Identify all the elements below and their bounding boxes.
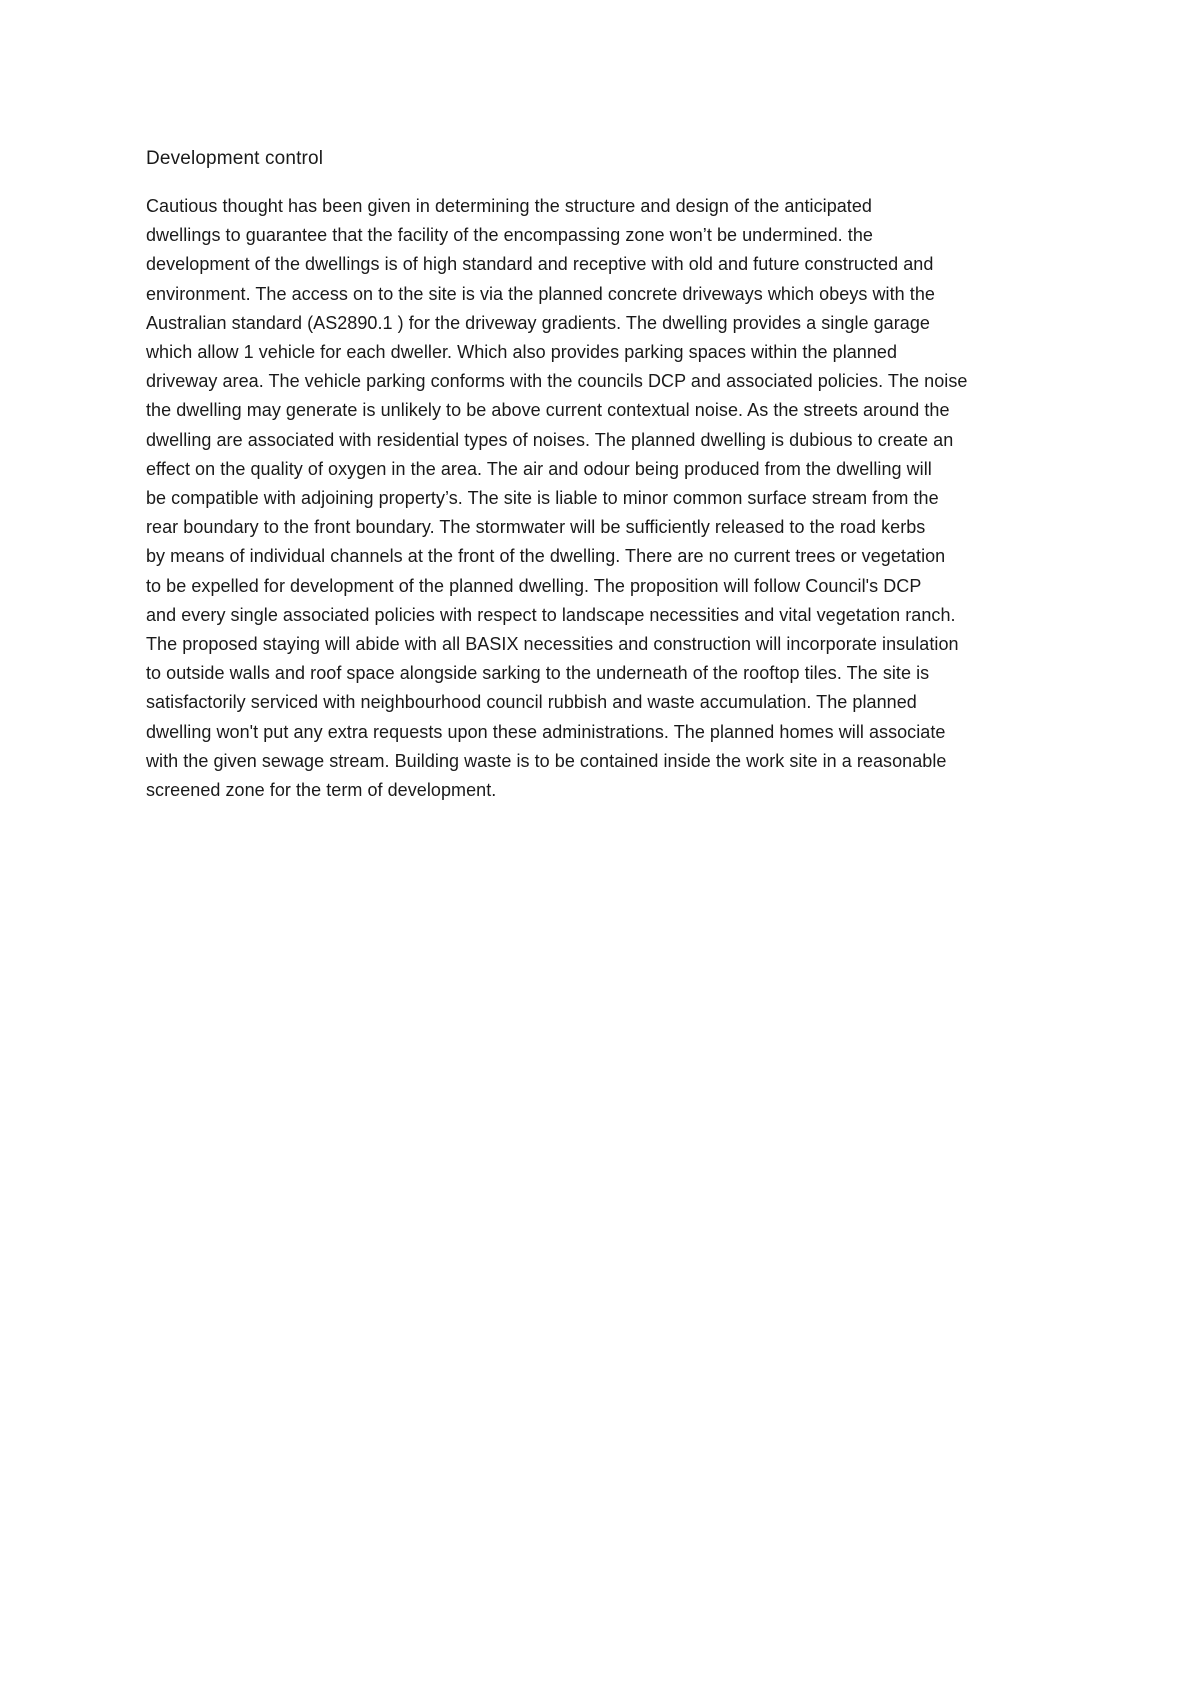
paragraph-line: and every single associated policies with respect to landscape necessities and vital vegetation ranch. <box>146 604 956 625</box>
paragraph-line: dwelling are associated with residential types of noises. The planned dwelling is dubious to create an <box>146 429 954 450</box>
paragraph-line: with the given sewage stream. Building waste is to be contained inside the work site in a reasonable <box>146 750 947 771</box>
paragraph-line: effect on the quality of oxygen in the area. The air and odour being produced from the dwelling will <box>146 458 932 479</box>
paragraph-line: satisfactorily serviced with neighbourhood council rubbish and waste accumulation. The planned <box>146 692 917 713</box>
paragraph-line: environment. The access on to the site is via the planned concrete driveways which obeys with the <box>146 283 935 304</box>
paragraph-line: to be expelled for development of the planned dwelling. The proposition will follow Council's DCP <box>146 575 922 596</box>
paragraph-line: rear boundary to the front boundary. The stormwater will be sufficiently released to the road kerbs <box>146 517 926 538</box>
paragraph-line: dwelling won't put any extra requests upon these administrations. The planned homes will associate <box>146 721 946 742</box>
paragraph-line: screened zone for the term of development. <box>146 780 497 801</box>
paragraph-line: driveway area. The vehicle parking conforms with the councils DCP and associated policies. The noise <box>146 371 968 392</box>
paragraph-line: be compatible with adjoining property’s. The site is liable to minor common surface stream from the <box>146 488 939 509</box>
paragraph-line: development of the dwellings is of high standard and receptive with old and future constructed and <box>146 254 934 275</box>
paragraph-line: the dwelling may generate is unlikely to be above current contextual noise. As the streets around the <box>146 400 950 421</box>
paragraph-line: which allow 1 vehicle for each dweller. Which also provides parking spaces within the planned <box>146 342 898 363</box>
paragraph-line: to outside walls and roof space alongside sarking to the underneath of the rooftop tiles. The site is <box>146 663 930 684</box>
paragraph-line: Cautious thought has been given in determining the structure and design of the anticipated <box>146 196 872 216</box>
paragraph-line: The proposed staying will abide with all BASIX necessities and construction will incorporate insulation <box>146 634 959 655</box>
paragraph-line: Australian standard (AS2890.1 ) for the driveway gradients. The dwelling provides a single garage <box>146 312 930 333</box>
document-heading: Development control <box>146 148 324 169</box>
paragraph-line: dwellings to guarantee that the facility of the encompassing zone won’t be undermined. the <box>146 225 873 246</box>
body-paragraph <box>146 192 1086 805</box>
paragraph-line: by means of individual channels at the front of the dwelling. There are no current trees or vegetation <box>146 546 946 567</box>
